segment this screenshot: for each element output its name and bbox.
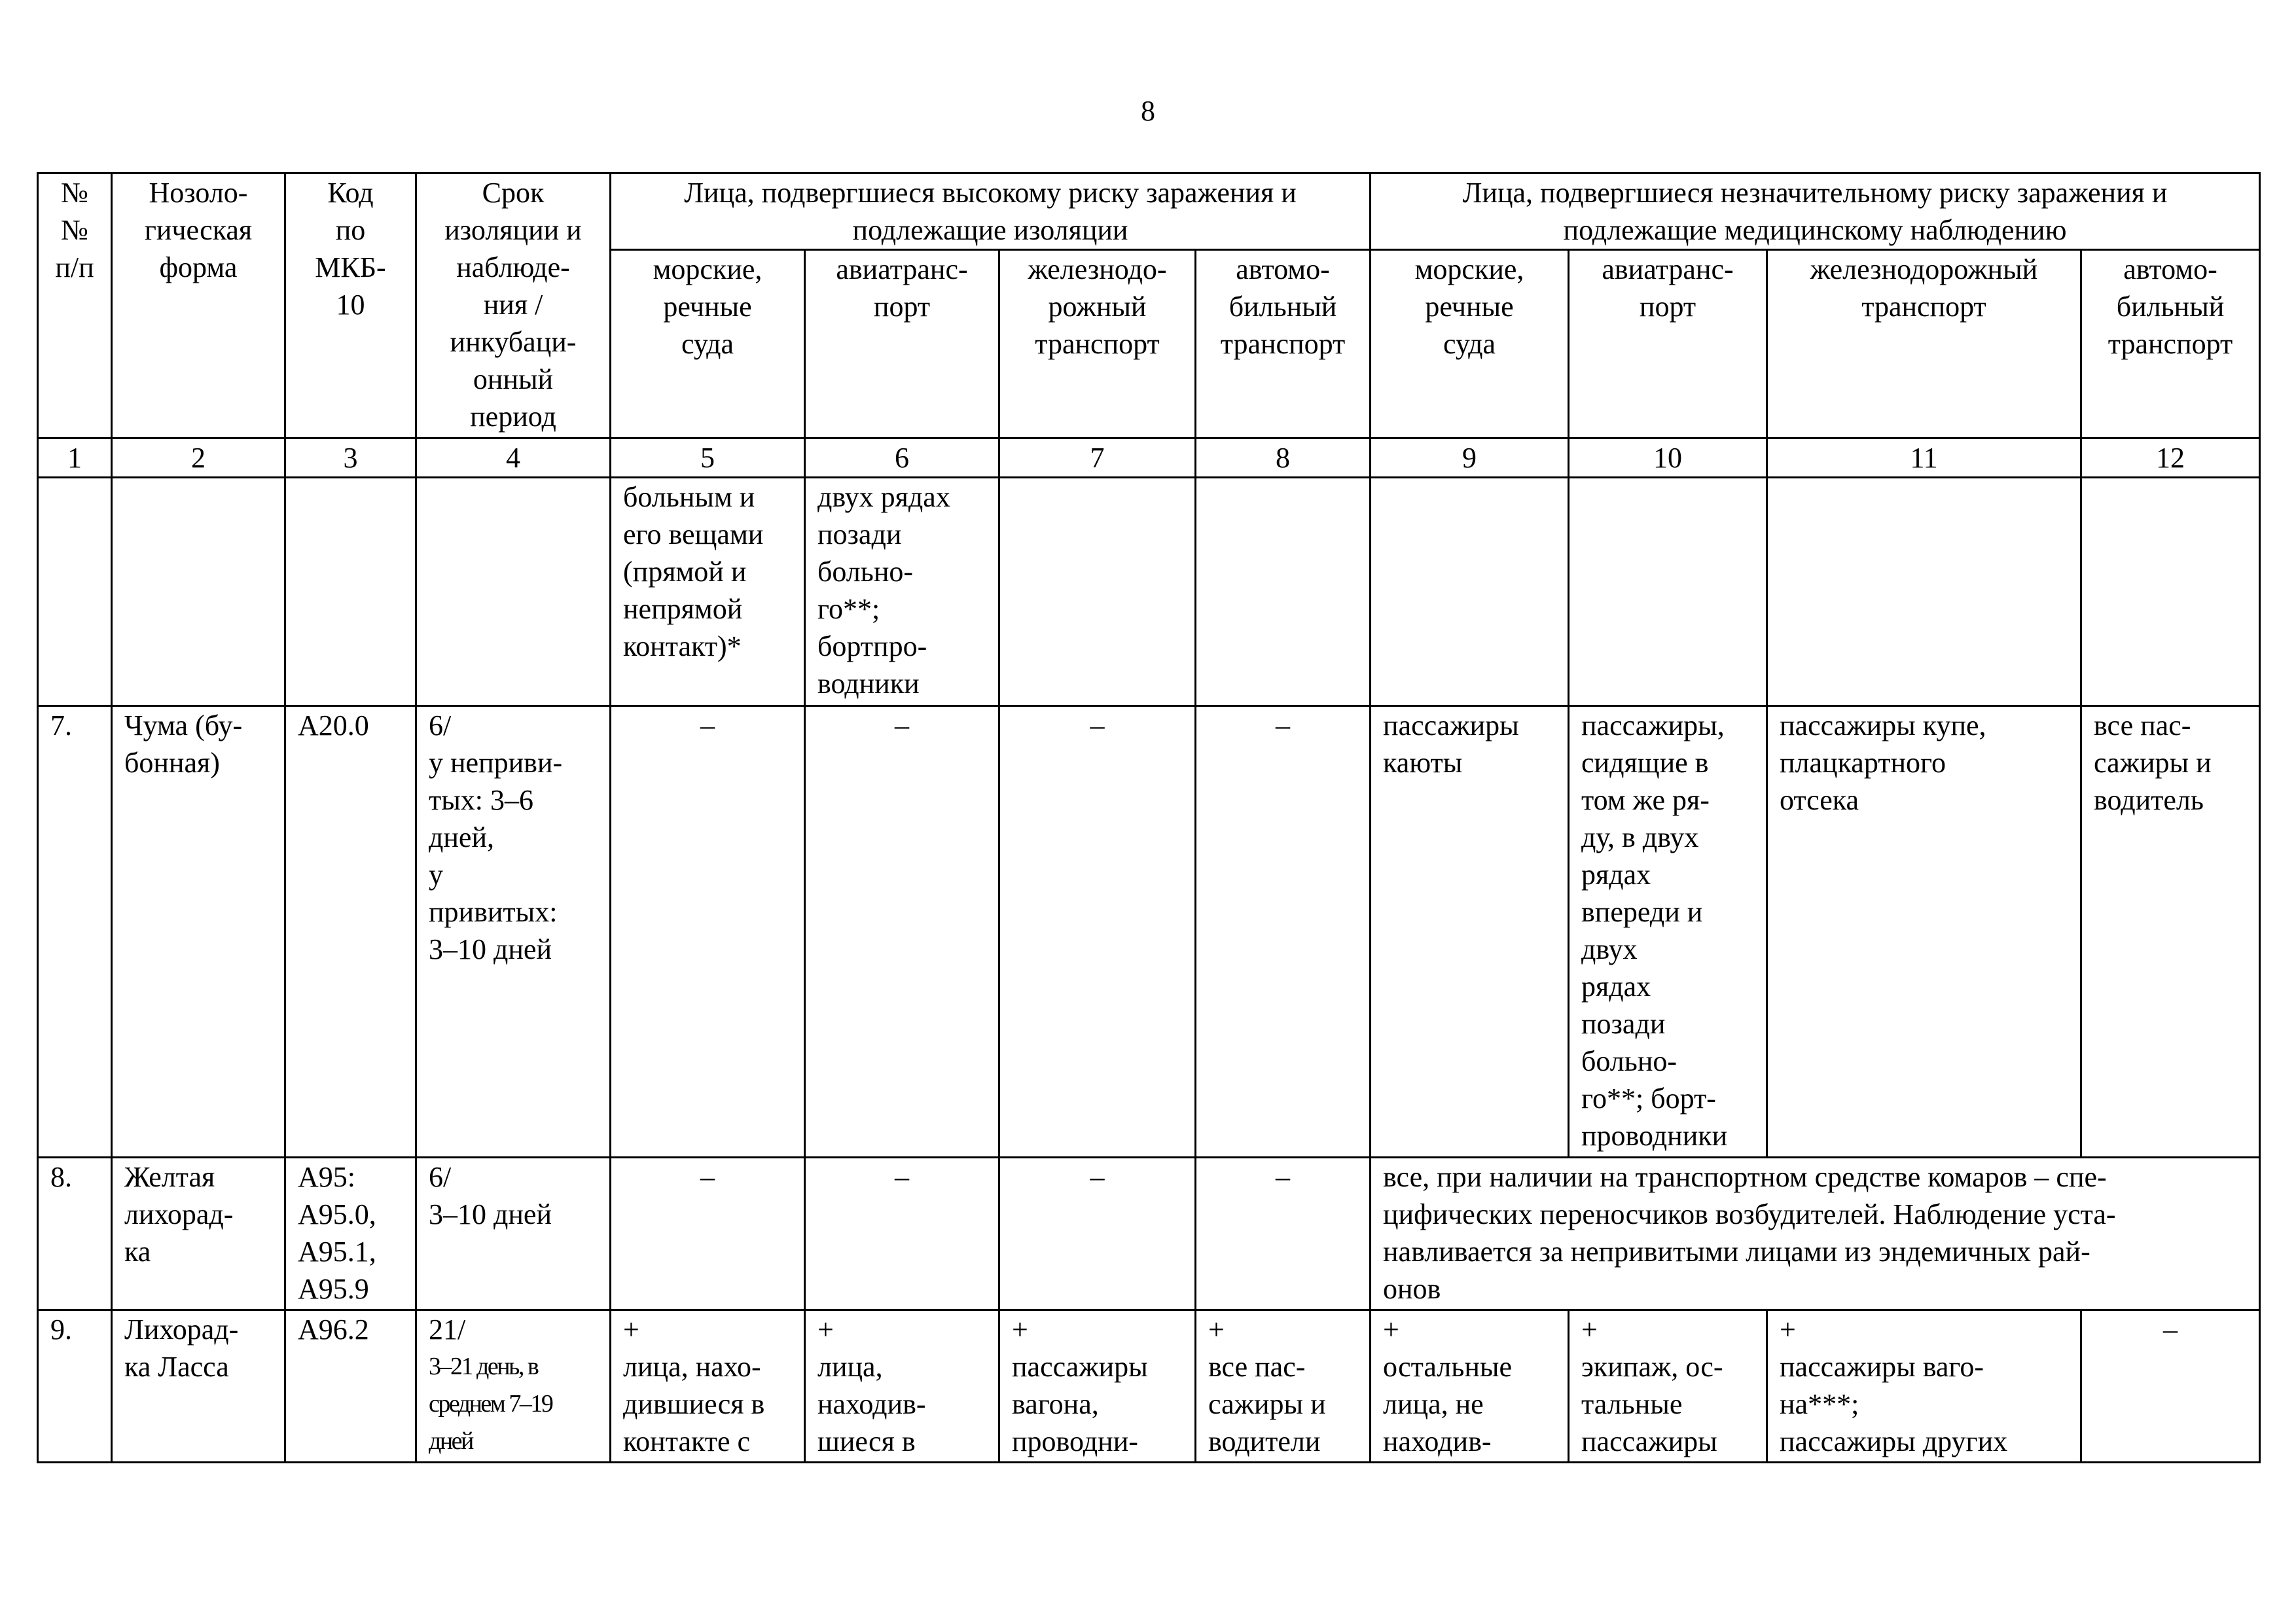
header-lr-air: авиатранс- порт xyxy=(1569,250,1767,438)
table-cell: – xyxy=(805,1158,999,1310)
isolation-period: 6/ у неприви- тых: 3–6 дней, у привитых: 3–10 дней xyxy=(416,706,611,1158)
header-lr-sea: морские, речные суда xyxy=(1371,250,1569,438)
table-cell: – xyxy=(611,1158,805,1310)
table-cell xyxy=(999,478,1196,706)
header-code: Код по МКБ- 10 xyxy=(285,173,416,438)
column-number: 4 xyxy=(416,438,611,478)
table-cell xyxy=(416,478,611,706)
column-number: 8 xyxy=(1196,438,1371,478)
header-lr-auto: автомо- бильный транспорт xyxy=(2081,250,2260,438)
header-row-main xyxy=(38,173,2260,250)
table-cell xyxy=(1569,478,1767,706)
header-num: № № п/п xyxy=(38,173,112,438)
table-cell xyxy=(1196,478,1371,706)
column-number: 12 xyxy=(2081,438,2260,478)
column-number: 10 xyxy=(1569,438,1767,478)
icd-code: А20.0 xyxy=(285,706,416,1158)
row-number: 7. xyxy=(38,706,112,1158)
column-number: 7 xyxy=(999,438,1196,478)
table-cell xyxy=(38,478,112,706)
header-high-risk: Лица, подвергшиеся высокому риску заражения и подлежащие изоляции xyxy=(611,173,1371,250)
table-cell: – xyxy=(1196,1158,1371,1310)
row-number: 8. xyxy=(38,1158,112,1310)
icd-code: А95: А95.0, А95.1, А95.9 xyxy=(285,1158,416,1310)
header-period: Срок изоляции и наблюде- ния / инкубаци- онный период xyxy=(416,173,611,438)
column-number: 6 xyxy=(805,438,999,478)
header-lr-rail: железнодорожный транспорт xyxy=(1767,250,2081,438)
header-low-risk: Лица, подвергшиеся незначительному риску заражения и подлежащие медицинскому наблюдению xyxy=(1371,173,2260,250)
header-hr-auto: автомо- бильный транспорт xyxy=(1196,250,1371,438)
nosological-form: Желтая лихорад- ка xyxy=(112,1158,285,1310)
column-number: 2 xyxy=(112,438,285,478)
column-number: 9 xyxy=(1371,438,1569,478)
table-cell: – xyxy=(1196,706,1371,1158)
header-hr-air: авиатранс- порт xyxy=(805,250,999,438)
header-hr-rail: железнодо- рожный транспорт xyxy=(999,250,1196,438)
table-cell: + пассажиры ваго- на***; пассажиры других xyxy=(1767,1310,2081,1463)
table-cell: пассажиры, сидящие в том же ря- ду, в двух рядах впереди и двух рядах позади больно- го**; борт- проводники xyxy=(1569,706,1767,1158)
column-number-row xyxy=(38,438,2260,478)
header-hr-sea: морские, речные суда xyxy=(611,250,805,438)
column-number: 3 xyxy=(285,438,416,478)
table-cell: + все пас- сажиры и водители xyxy=(1196,1310,1371,1463)
page-number: 8 xyxy=(1141,95,1155,127)
table-cell: все пас- сажиры и водитель xyxy=(2081,706,2260,1158)
column-number: 11 xyxy=(1767,438,2081,478)
table-cell: – xyxy=(999,1158,1196,1310)
table-cell: + лица, находив- шиеся в xyxy=(805,1310,999,1463)
header-form: Нозоло- гическая форма xyxy=(112,173,285,438)
table-cell: пассажиры купе, плацкартного отсека xyxy=(1767,706,2081,1158)
table-cell xyxy=(2081,478,2260,706)
merged-observation-cell: все, при наличии на транспортном средстве комаров – спе- цифических переносчиков возбудителей. Наблюдение уста- навливается за непривитыми лицами из эндемичных рай- онов xyxy=(1371,1158,2260,1310)
table-cell: – xyxy=(999,706,1196,1158)
table-cell xyxy=(1371,478,1569,706)
table-cell: – xyxy=(805,706,999,1158)
table-row xyxy=(38,706,2260,1158)
table-cell: двух рядах позади больно- го**; бортпро- водники xyxy=(805,478,999,706)
nosological-form: Чума (бу- бонная) xyxy=(112,706,285,1158)
table-cell xyxy=(285,478,416,706)
table-cell: + остальные лица, не находив- xyxy=(1371,1310,1569,1463)
table-cell xyxy=(1767,478,2081,706)
table-cell: больным и его вещами (прямой и непрямой контакт)* xyxy=(611,478,805,706)
table-cell: пассажиры каюты xyxy=(1371,706,1569,1158)
row-number: 9. xyxy=(38,1310,112,1463)
column-number: 5 xyxy=(611,438,805,478)
icd-code: А96.2 xyxy=(285,1310,416,1463)
table-cell: + экипаж, ос- тальные пассажиры xyxy=(1569,1310,1767,1463)
table-cell: – xyxy=(2081,1310,2260,1463)
table-row-continuation xyxy=(38,478,2260,706)
table-cell xyxy=(112,478,285,706)
table-cell: + лица, нахо- дившиеся в контакте с xyxy=(611,1310,805,1463)
table-cell: – xyxy=(611,706,805,1158)
quarantine-table xyxy=(37,172,2261,1463)
isolation-period: 6/ 3–10 дней xyxy=(416,1158,611,1310)
column-number: 1 xyxy=(38,438,112,478)
nosological-form: Лихорад- ка Ласса xyxy=(112,1310,285,1463)
isolation-period: 21/ 3–21 день, в среднем 7–19 дней xyxy=(416,1310,611,1463)
table-row xyxy=(38,1310,2260,1463)
table-cell: + пассажиры вагона, проводни- xyxy=(999,1310,1196,1463)
table-row xyxy=(38,1158,2260,1310)
